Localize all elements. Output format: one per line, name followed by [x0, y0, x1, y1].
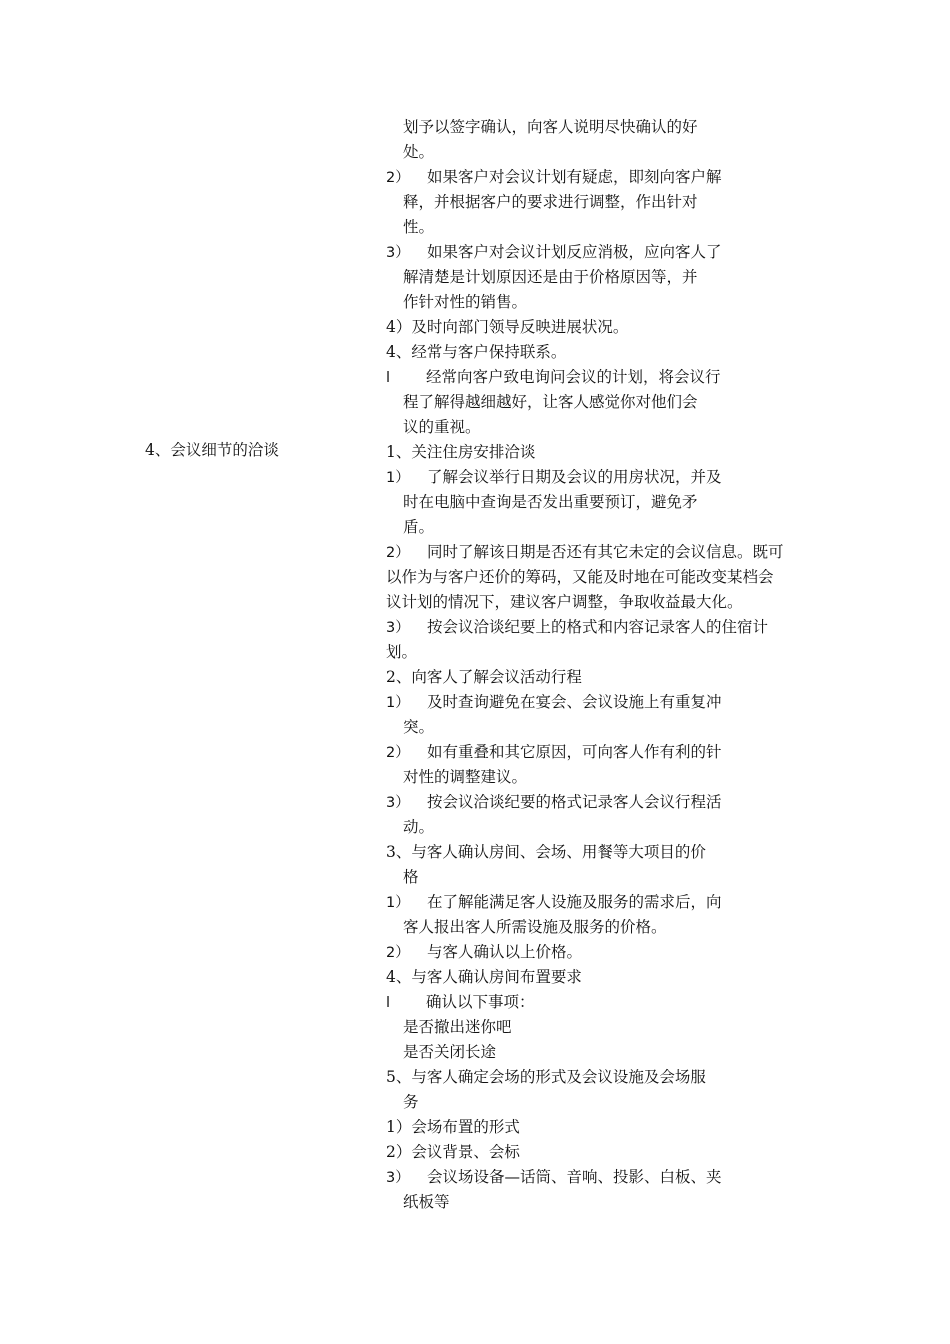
line-text: 按会议洽谈纪要的格式记录客人会议行程活: [427, 793, 722, 811]
document-line: [386, 1015, 816, 1040]
list-number: 2）: [386, 745, 410, 761]
document-line: [386, 690, 816, 715]
document-line: [386, 540, 816, 565]
line-text: 突。: [403, 718, 435, 736]
document-line: [386, 290, 816, 315]
line-text: 5、与客人确定会场的形式及会议设施及会场服: [386, 1068, 706, 1086]
document-line: [386, 565, 816, 590]
document-line: [386, 315, 816, 340]
list-bullet: l: [386, 370, 391, 386]
line-text: 确认以下事项：: [426, 993, 535, 1011]
list-bullet: l: [386, 995, 391, 1011]
document-line: [386, 1065, 816, 1090]
document-line: [386, 590, 816, 615]
document-line: [386, 1090, 816, 1115]
document-line: [386, 915, 816, 940]
list-number: 1）: [386, 470, 410, 486]
list-number: 2）: [386, 170, 410, 186]
line-text: 性。: [403, 218, 435, 236]
document-line: [386, 265, 816, 290]
line-text: 划予以签字确认，向客人说明尽快确认的好: [403, 118, 698, 136]
document-line: [386, 1140, 816, 1165]
line-text: 按会议洽谈纪要上的格式和内容记录客人的住宿计: [427, 618, 769, 636]
line-text: 释，并根据客户的要求进行调整，作出针对: [403, 193, 698, 211]
line-text: 如果客户对会议计划反应消极，应向客人了: [427, 243, 722, 261]
document-line: [386, 415, 816, 440]
line-text: 4、与客人确认房间布置要求: [386, 968, 582, 986]
document-line: [386, 715, 816, 740]
document-line: [386, 815, 816, 840]
line-text: 作针对性的销售。: [403, 293, 528, 311]
document-line: [386, 490, 816, 515]
document-line: [386, 515, 816, 540]
line-text: 划。: [386, 643, 418, 661]
line-text: 如果客户对会议计划有疑虑，即刻向客户解: [427, 168, 722, 186]
document-line: [386, 365, 816, 390]
document-line: [386, 440, 816, 465]
line-text: 是否撤出迷你吧: [403, 1018, 512, 1036]
line-text: 客人报出客人所需设施及服务的价格。: [403, 918, 667, 936]
document-line: [386, 840, 816, 865]
document-line: [386, 215, 816, 240]
line-text: 了解会议举行日期及会议的用房状况，并及: [427, 468, 722, 486]
line-text: 与客人确认以上价格。: [427, 943, 583, 961]
line-text: 解清楚是计划原因还是由于价格原因等，并: [403, 268, 698, 286]
list-number: 3）: [386, 245, 410, 261]
list-number: 1）: [386, 695, 410, 711]
document-line: [386, 1190, 816, 1215]
list-number: 2）: [386, 545, 410, 561]
line-text: 议计划的情况下，建议客户调整，争取收益最大化。: [386, 593, 743, 611]
list-number: 3）: [386, 1170, 410, 1186]
line-text: 是否关闭长途: [403, 1043, 497, 1061]
document-line: [386, 140, 816, 165]
line-text: 处。: [403, 143, 435, 161]
line-text: 如有重叠和其它原因，可向客人作有利的针: [427, 743, 722, 761]
list-number: 3）: [386, 620, 410, 636]
list-number: 3）: [386, 795, 410, 811]
document-line: [386, 865, 816, 890]
document-line: [386, 390, 816, 415]
document-line: [386, 165, 816, 190]
document-line: [386, 1040, 816, 1065]
line-text: 纸板等: [403, 1193, 450, 1211]
line-text: 1、关注住房安排洽谈: [386, 443, 536, 461]
document-line: [386, 240, 816, 265]
line-text: 议的重视。: [403, 418, 481, 436]
document-line: [386, 765, 816, 790]
document-body: [386, 115, 816, 1215]
document-line: [386, 1165, 816, 1190]
document-line: [386, 1115, 816, 1140]
line-text: 4）及时向部门领导反映进展状况。: [386, 318, 629, 336]
line-text: 在了解能满足客人设施及服务的需求后，向: [427, 893, 722, 911]
document-line: [386, 965, 816, 990]
section-heading-meeting-details: 4、会议细节的洽谈: [145, 441, 279, 459]
line-text: 程了解得越细越好，让客人感觉你对他们会: [403, 393, 698, 411]
line-text: 2、向客人了解会议活动行程: [386, 668, 582, 686]
line-text: 1）会场布置的形式: [386, 1118, 520, 1136]
line-text: 2）会议背景、会标: [386, 1143, 520, 1161]
line-text: 3、与客人确认房间、会场、用餐等大项目的价: [386, 843, 706, 861]
line-text: 务: [403, 1093, 419, 1111]
line-text: 格: [403, 868, 419, 886]
line-text: 盾。: [403, 518, 435, 536]
line-text: 会议场设备—话筒、音响、投影、白板、夹: [427, 1168, 722, 1186]
line-text: 及时查询避免在宴会、会议设施上有重复冲: [427, 693, 722, 711]
document-line: [386, 790, 816, 815]
document-line: [386, 740, 816, 765]
list-number: 2）: [386, 945, 410, 961]
line-text: 4、经常与客户保持联系。: [386, 343, 567, 361]
line-text: 时在电脑中查询是否发出重要预订，避免矛: [403, 493, 698, 511]
line-text: 以作为与客户还价的筹码，又能及时地在可能改变某档会: [386, 568, 774, 586]
line-text: 对性的调整建议。: [403, 768, 528, 786]
line-text: 同时了解该日期是否还有其它未定的会议信息。既可: [427, 543, 784, 561]
document-line: [386, 115, 816, 140]
document-line: [386, 615, 816, 640]
document-line: [386, 890, 816, 915]
document-line: [386, 990, 816, 1015]
document-line: [386, 940, 816, 965]
line-text: 动。: [403, 818, 435, 836]
document-line: [386, 465, 816, 490]
document-line: [386, 665, 816, 690]
list-number: 1）: [386, 895, 410, 911]
document-line: [386, 640, 816, 665]
line-text: 经常向客户致电询问会议的计划，将会议行: [426, 368, 721, 386]
document-line: [386, 190, 816, 215]
document-line: [386, 340, 816, 365]
